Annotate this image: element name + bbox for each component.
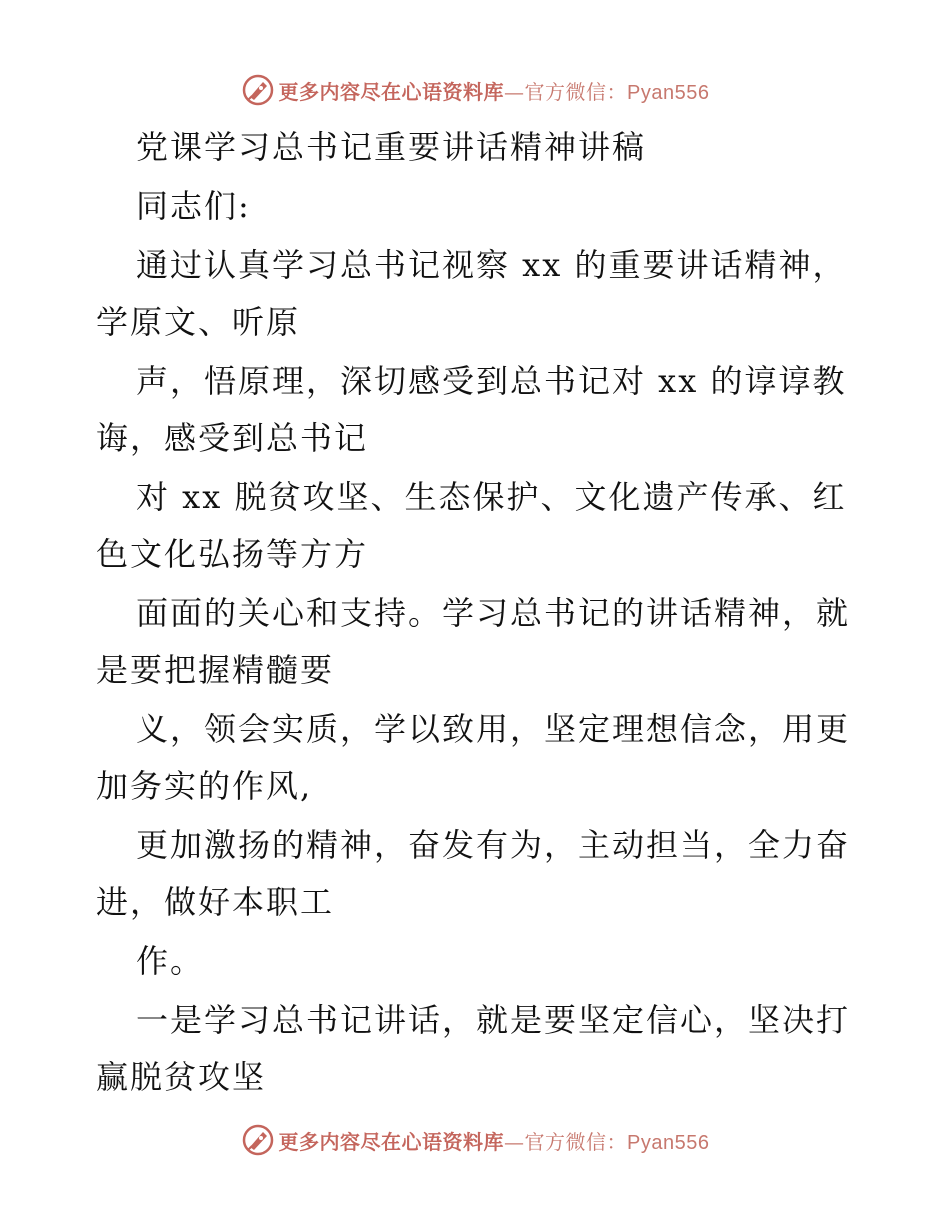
text-line: 义，领会实质，学以致用，坚定理想信念，用更 [136, 710, 851, 748]
watermark-banner-bottom [0, 1120, 950, 1160]
text-line: 面面的关心和支持。学习总书记的讲话精神，就 [136, 594, 851, 632]
text-line: 作。 [136, 942, 205, 980]
text-line: 通过认真学习总书记视察 xx 的重要讲话精神， [136, 246, 847, 284]
text-line: 声，悟原理，深切感受到总书记对 xx 的谆谆教 [136, 362, 847, 400]
watermark-text: 更多内容尽在心语资料库—官方微信：Pyan556 [278, 79, 710, 104]
text-line: 色文化弘扬等方方 [96, 535, 369, 573]
text-line: 赢脱贫攻坚 [96, 1058, 267, 1096]
salutation: 同志们: [136, 187, 251, 225]
text-line: 是要把握精髓要 [96, 651, 335, 689]
pen-nib-logo-icon [241, 73, 275, 107]
text-line: 一是学习总书记讲话，就是要坚定信心，坚决打 [136, 1001, 851, 1039]
text-line: 学原文、听原 [96, 303, 301, 341]
document-title: 党课学习总书记重要讲话精神讲稿 [136, 128, 647, 166]
text-line: 诲，感受到总书记 [96, 419, 369, 457]
watermark-banner-top [0, 70, 950, 110]
watermark-text: 更多内容尽在心语资料库—官方微信：Pyan556 [278, 1129, 710, 1154]
text-line: 对 xx 脱贫攻坚、生态保护、文化遗产传承、红 [136, 478, 847, 516]
text-line: 加务实的作风, [96, 767, 313, 805]
pen-nib-logo-icon [241, 1123, 275, 1157]
text-line: 更加激扬的精神，奋发有为，主动担当，全力奋 [136, 826, 851, 864]
text-line: 进，做好本职工 [96, 883, 335, 921]
